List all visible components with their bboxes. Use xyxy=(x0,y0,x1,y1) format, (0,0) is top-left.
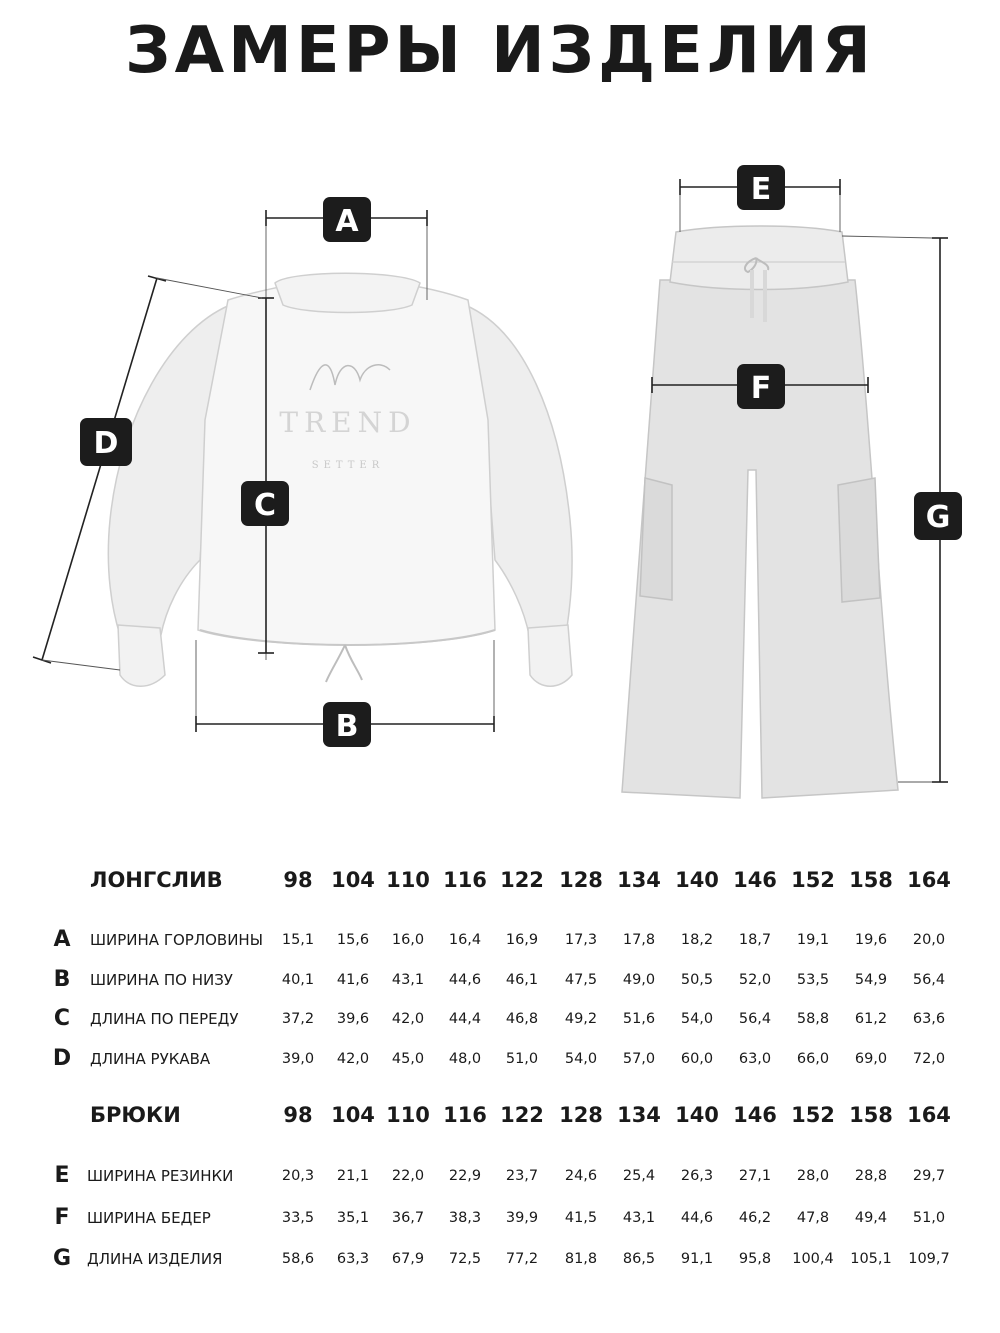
row-label: ШИРИНА ГОРЛОВИНЫ xyxy=(90,931,263,949)
table-cell: 77,2 xyxy=(505,1251,539,1267)
row-letter: D xyxy=(52,1046,72,1071)
table-cell: 44,6 xyxy=(680,1210,714,1226)
table-cell: 47,8 xyxy=(796,1210,830,1226)
table-cell: 19,1 xyxy=(796,932,830,948)
size-header-cell: 140 xyxy=(675,1103,719,1127)
row-letter: B xyxy=(53,967,71,992)
row-letter: G xyxy=(52,1246,72,1271)
size-header-cell: 152 xyxy=(791,868,835,892)
table-cell: 46,8 xyxy=(505,1011,539,1027)
table-cell: 47,5 xyxy=(564,972,598,988)
table-cell: 26,3 xyxy=(680,1168,714,1184)
table-cell: 35,1 xyxy=(336,1210,370,1226)
table-cell: 48,0 xyxy=(448,1051,482,1067)
table-cell: 54,9 xyxy=(854,972,888,988)
badge-e xyxy=(737,165,785,210)
table-cell: 58,8 xyxy=(796,1011,830,1027)
size-header-cell: 98 xyxy=(283,868,313,892)
table-cell: 69,0 xyxy=(854,1051,888,1067)
badge-a xyxy=(323,197,371,242)
table-cell: 40,1 xyxy=(281,972,315,988)
size-header-cell: 158 xyxy=(849,868,893,892)
table-cell: 16,4 xyxy=(448,932,482,948)
table-cell: 18,2 xyxy=(680,932,714,948)
jacket-illustration xyxy=(108,273,572,686)
table-cell: 58,6 xyxy=(281,1251,315,1267)
table-cell: 51,6 xyxy=(622,1011,656,1027)
table-cell: 22,9 xyxy=(448,1168,482,1184)
size-header-cell: 140 xyxy=(675,868,719,892)
print-trend: TREND xyxy=(279,406,417,439)
svg-text:G: G xyxy=(925,500,951,535)
row-label: ШИРИНА РЕЗИНКИ xyxy=(87,1167,234,1185)
table-cell: 28,8 xyxy=(854,1168,888,1184)
table-cell: 39,0 xyxy=(281,1051,315,1067)
table-cell: 15,6 xyxy=(336,932,370,948)
table-cell: 41,5 xyxy=(564,1210,598,1226)
table-cell: 52,0 xyxy=(738,972,772,988)
table-cell: 72,5 xyxy=(448,1251,482,1267)
table-cell: 72,0 xyxy=(912,1051,946,1067)
size-header-cell: 158 xyxy=(849,1103,893,1127)
table-cell: 105,1 xyxy=(850,1251,892,1267)
table-cell: 50,5 xyxy=(680,972,714,988)
table-cell: 27,1 xyxy=(738,1168,772,1184)
pants-header: БРЮКИ xyxy=(90,1103,181,1127)
table-cell: 109,7 xyxy=(908,1251,950,1267)
table-cell: 51,0 xyxy=(912,1210,946,1226)
table-cell: 19,6 xyxy=(854,932,888,948)
row-label: ДЛИНА РУКАВА xyxy=(90,1050,211,1068)
table-cell: 49,2 xyxy=(564,1011,598,1027)
table-cell: 56,4 xyxy=(738,1011,772,1027)
svg-text:E: E xyxy=(750,172,772,207)
table-cell: 53,5 xyxy=(796,972,830,988)
row-letter: E xyxy=(54,1163,70,1188)
table-cell: 43,1 xyxy=(391,972,425,988)
size-header-cell: 128 xyxy=(559,868,603,892)
badge-d xyxy=(80,418,132,466)
svg-text:A: A xyxy=(335,204,359,239)
size-header-cell: 152 xyxy=(791,1103,835,1127)
table-cell: 49,0 xyxy=(622,972,656,988)
table-cell: 63,3 xyxy=(336,1251,370,1267)
table-cell: 25,4 xyxy=(622,1168,656,1184)
table-cell: 23,7 xyxy=(505,1168,539,1184)
table-cell: 20,0 xyxy=(912,932,946,948)
pants-illustration xyxy=(622,226,898,798)
table-cell: 17,3 xyxy=(564,932,598,948)
svg-text:D: D xyxy=(93,426,119,461)
size-header-cell: 98 xyxy=(283,1103,313,1127)
table-cell: 95,8 xyxy=(738,1251,772,1267)
size-header-cell: 134 xyxy=(617,1103,661,1127)
table-cell: 81,8 xyxy=(564,1251,598,1267)
row-letter: F xyxy=(54,1205,70,1230)
size-header-cell: 128 xyxy=(559,1103,603,1127)
row-label: ШИРИНА ПО НИЗУ xyxy=(90,971,233,989)
table-cell: 16,9 xyxy=(505,932,539,948)
table-cell: 51,0 xyxy=(505,1051,539,1067)
table-cell: 44,4 xyxy=(448,1011,482,1027)
size-header-cell: 146 xyxy=(733,1103,777,1127)
table-cell: 57,0 xyxy=(622,1051,656,1067)
table-cell: 29,7 xyxy=(912,1168,946,1184)
print-setter: SETTER xyxy=(311,460,385,471)
table-cell: 22,0 xyxy=(391,1168,425,1184)
table-cell: 86,5 xyxy=(622,1251,656,1267)
badge-c xyxy=(241,481,289,526)
row-letter: C xyxy=(53,1006,71,1031)
table-cell: 20,3 xyxy=(281,1168,315,1184)
size-header-cell: 116 xyxy=(443,1103,487,1127)
table-cell: 67,9 xyxy=(391,1251,425,1267)
table-cell: 54,0 xyxy=(564,1051,598,1067)
row-label: ДЛИНА ИЗДЕЛИЯ xyxy=(87,1250,223,1268)
table-cell: 56,4 xyxy=(912,972,946,988)
svg-text:C: C xyxy=(253,488,277,523)
table-cell: 60,0 xyxy=(680,1051,714,1067)
table-cell: 28,0 xyxy=(796,1168,830,1184)
svg-text:B: B xyxy=(335,709,359,744)
table-cell: 46,2 xyxy=(738,1210,772,1226)
table-cell: 42,0 xyxy=(336,1051,370,1067)
table-cell: 54,0 xyxy=(680,1011,714,1027)
size-header-cell: 164 xyxy=(907,868,951,892)
table-cell: 15,1 xyxy=(281,932,315,948)
table-cell: 49,4 xyxy=(854,1210,888,1226)
table-cell: 100,4 xyxy=(792,1251,834,1267)
row-letter: A xyxy=(53,927,71,952)
table-cell: 61,2 xyxy=(854,1011,888,1027)
size-header-cell: 110 xyxy=(386,1103,430,1127)
page-title: ЗАМЕРЫ ИЗДЕЛИЯ xyxy=(125,14,875,88)
table-cell: 39,6 xyxy=(336,1011,370,1027)
table-cell: 36,7 xyxy=(391,1210,425,1226)
badge-f xyxy=(737,364,785,409)
badge-b xyxy=(323,702,371,747)
longsleeve-header: ЛОНГСЛИВ xyxy=(90,868,223,892)
table-cell: 39,9 xyxy=(505,1210,539,1226)
table-cell: 21,1 xyxy=(336,1168,370,1184)
table-cell: 17,8 xyxy=(622,932,656,948)
size-header-cell: 104 xyxy=(331,868,375,892)
table-cell: 63,6 xyxy=(912,1011,946,1027)
table-cell: 42,0 xyxy=(391,1011,425,1027)
table-cell: 18,7 xyxy=(738,932,772,948)
table-cell: 37,2 xyxy=(281,1011,315,1027)
size-header-cell: 134 xyxy=(617,868,661,892)
badge-g xyxy=(914,492,962,540)
row-label: ДЛИНА ПО ПЕРЕДУ xyxy=(90,1010,239,1028)
table-cell: 38,3 xyxy=(448,1210,482,1226)
size-header-cell: 110 xyxy=(386,868,430,892)
table-cell: 46,1 xyxy=(505,972,539,988)
table-cell: 44,6 xyxy=(448,972,482,988)
size-header-cell: 122 xyxy=(500,1103,544,1127)
table-cell: 41,6 xyxy=(336,972,370,988)
table-cell: 91,1 xyxy=(680,1251,714,1267)
size-header-cell: 146 xyxy=(733,868,777,892)
table-cell: 16,0 xyxy=(391,932,425,948)
table-cell: 66,0 xyxy=(796,1051,830,1067)
table-cell: 63,0 xyxy=(738,1051,772,1067)
row-label: ШИРИНА БЕДЕР xyxy=(87,1209,211,1227)
table-cell: 24,6 xyxy=(564,1168,598,1184)
size-header-cell: 164 xyxy=(907,1103,951,1127)
table-cell: 43,1 xyxy=(622,1210,656,1226)
table-cell: 45,0 xyxy=(391,1051,425,1067)
size-header-cell: 122 xyxy=(500,868,544,892)
table-cell: 33,5 xyxy=(281,1210,315,1226)
size-header-cell: 116 xyxy=(443,868,487,892)
svg-text:F: F xyxy=(750,371,772,406)
size-header-cell: 104 xyxy=(331,1103,375,1127)
